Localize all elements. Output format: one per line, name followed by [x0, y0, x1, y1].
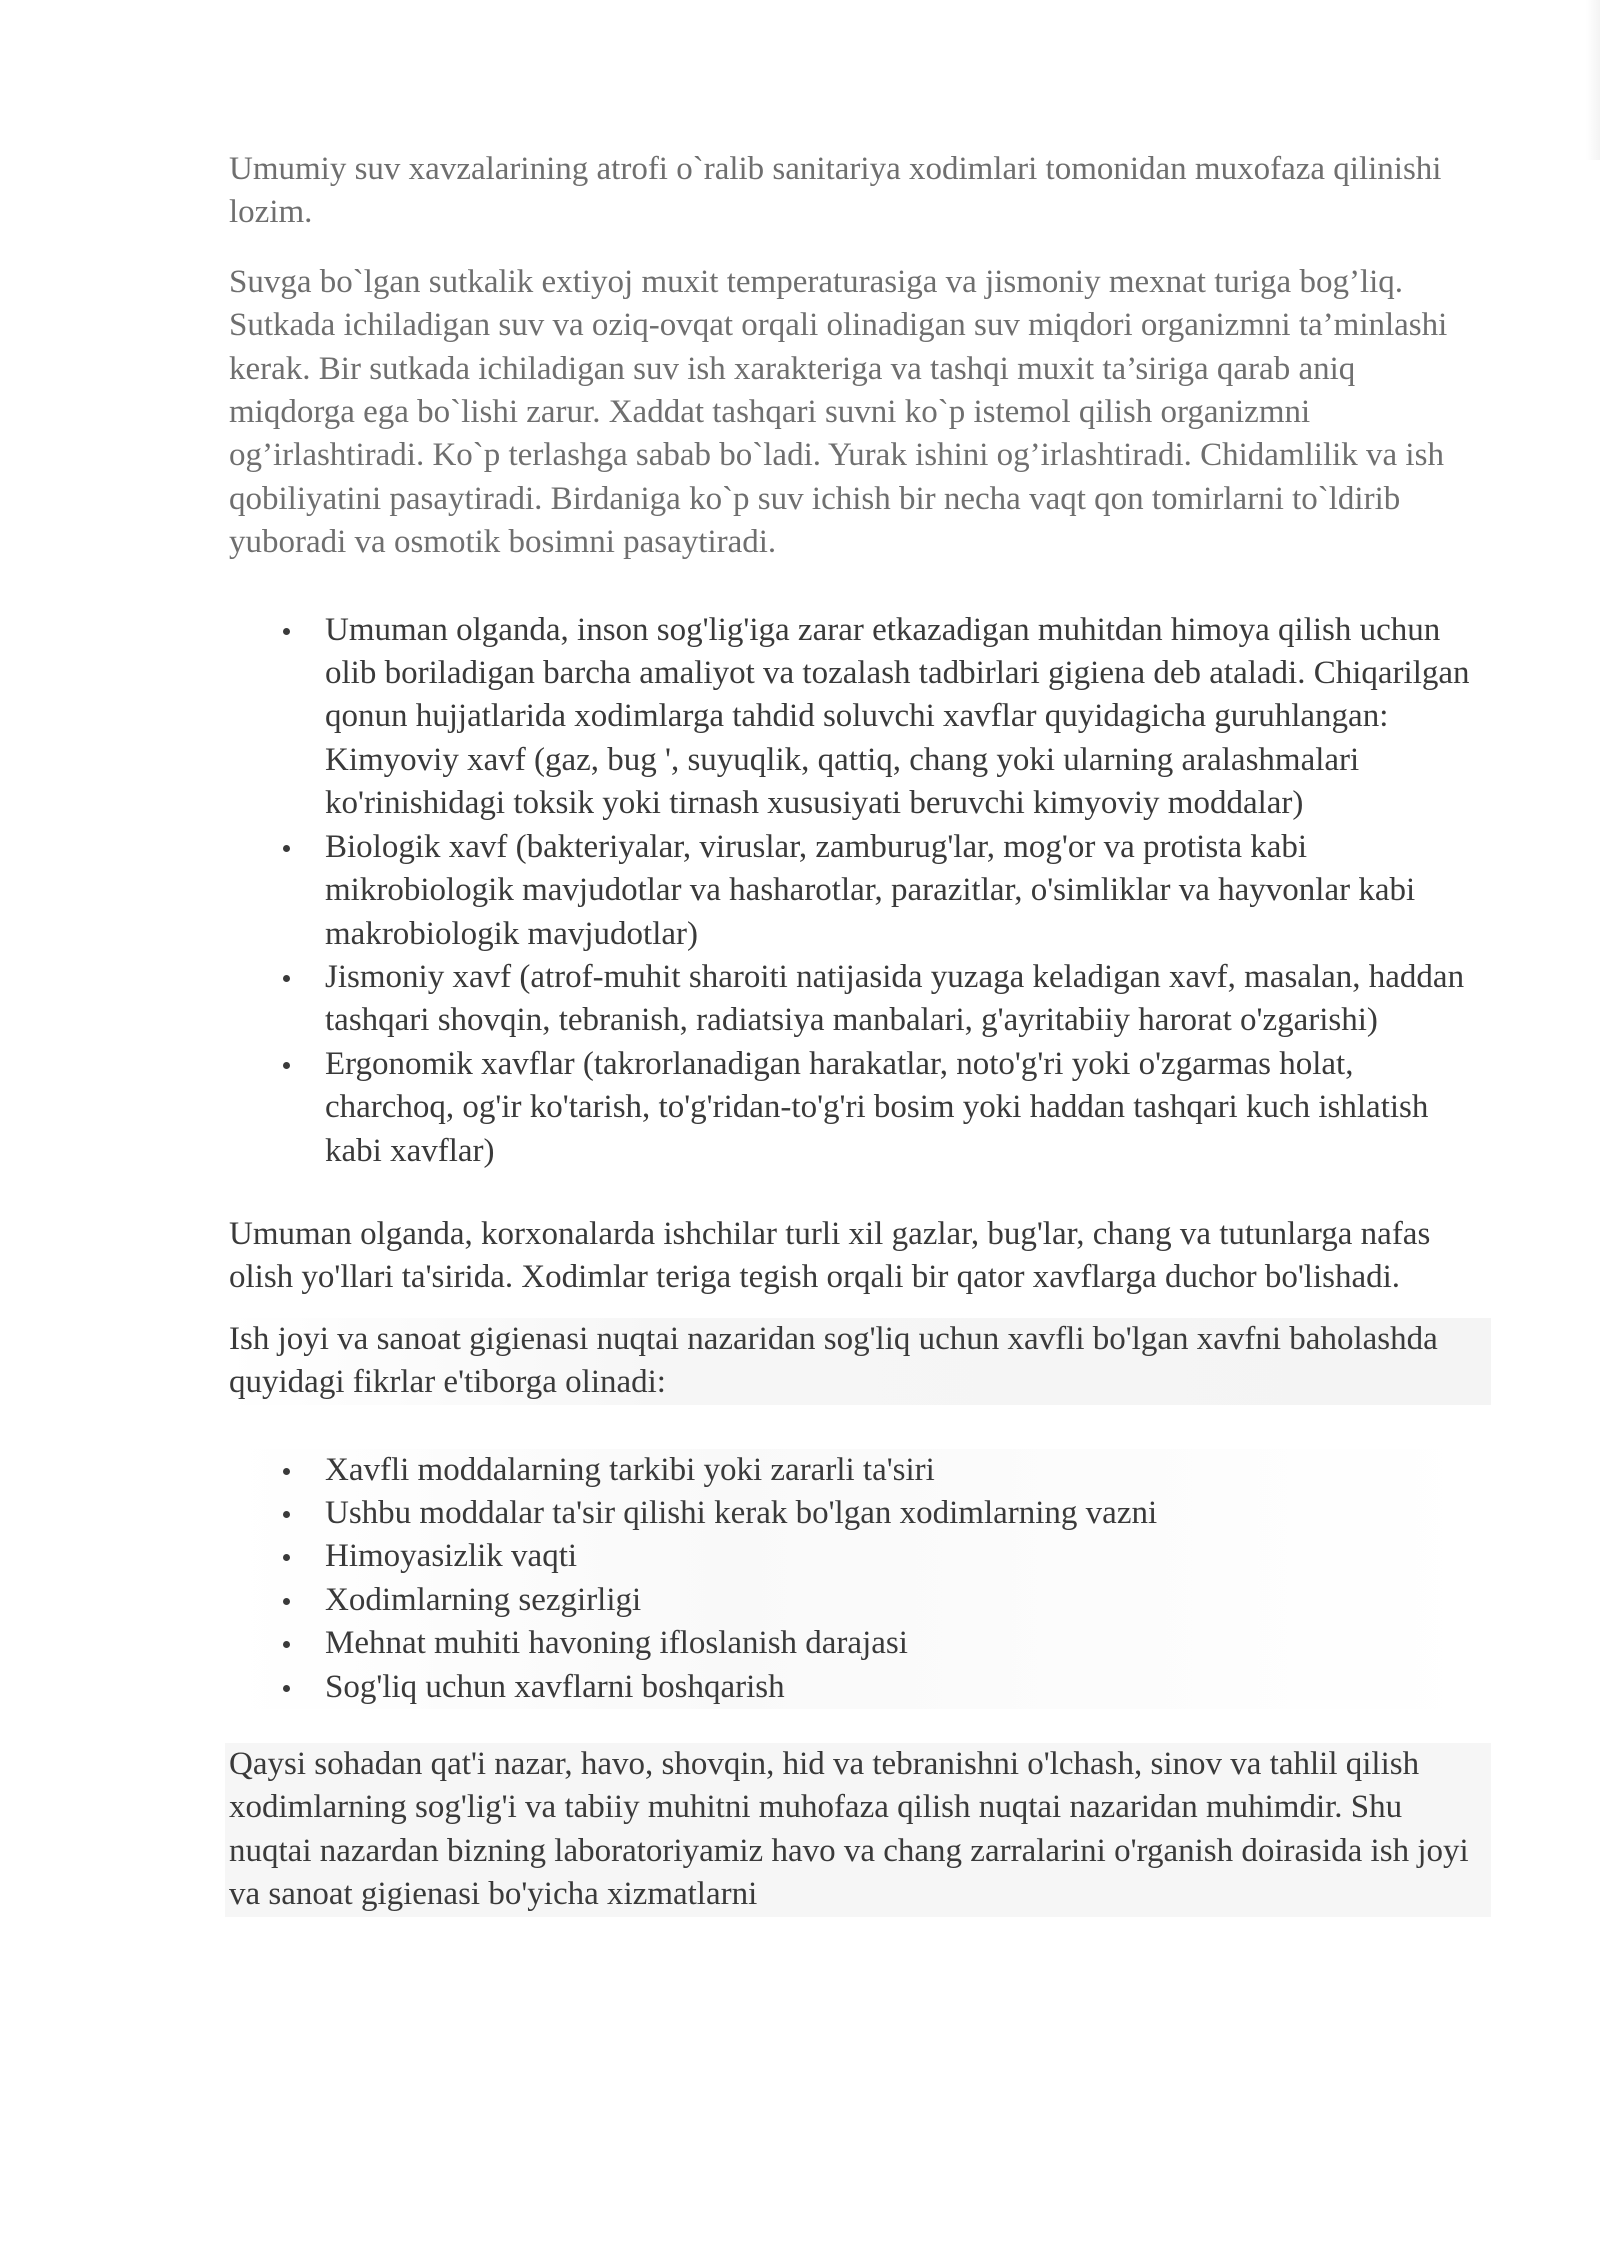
list-item-criterion: Xavfli moddalarning tarkibi yoki zararli ta'siri — [325, 1449, 1475, 1492]
list-item-chemical-hazard: Umuman olganda, inson sog'lig'iga zarar etkazadigan muhitdan himoya qilish uchun olib boriladigan barcha amaliyot va tozalash tadbirlari gigiena deb ataladi. Chiqarilgan qonun hujjatlarida xodimlarga tahdid soluvchi xavflar quyidagicha guruhlangan: Kimyoviy xavf (gaz, bug ', suyuqlik, qattiq, chang yoki ularning aralashmalari ko'rinishidagi toksik yoki tirnash xususiyati beruvchi kimyoviy moddalar) — [325, 609, 1479, 826]
list-item-criterion: Ushbu moddalar ta'sir qilishi kerak bo'lgan xodimlarning vazni — [325, 1492, 1475, 1535]
paragraph-laboratory-services: Qaysi sohadan qat'i nazar, havo, shovqin, hid va tebranishni o'lchash, sinov va tahlil qilish xodimlarning sog'lig'i va tabiiy muhitni muhofaza qilish nuqtai nazaridan muhimdir. Shu nuqtai nazardan bizning laboratoriyamiz havo va chang zarralarini o'rganish doirasida ish joyi va sanoat gigienasi bo'yicha xizmatlarni — [225, 1743, 1491, 1917]
paragraph-risk-assessment: Ish joyi va sanoat gigienasi nuqtai nazaridan sog'liq uchun xavfli bo'lgan xavfni baholashda quyidagi fikrlar e'tiborga olinadi: — [225, 1318, 1491, 1405]
list-item-criterion: Himoyasizlik vaqti — [325, 1535, 1475, 1578]
page-edge-shadow — [1586, 0, 1600, 160]
list-item-ergonomic-hazard: Ergonomik xavflar (takrorlanadigan harakatlar, noto'g'ri yoki o'zgarmas holat, charchoq, og'ir ko'tarish, to'g'ridan-to'g'ri bosim yoki haddan tashqari kuch ishlatish kabi xavflar) — [325, 1043, 1479, 1173]
list-item-criterion: Xodimlarning sezgirligi — [325, 1579, 1475, 1622]
hazard-types-list — [229, 609, 1479, 1173]
list-item-criterion: Mehnat muhiti havoning ifloslanish darajasi — [325, 1622, 1475, 1665]
list-item-biological-hazard: Biologik xavf (bakteriyalar, viruslar, zamburug'lar, mog'or va protista kabi mikrobiologik mavjudotlar va hasharotlar, parazitlar, o'simliklar va hayvonlar kabi makrobiologik mavjudotlar) — [325, 826, 1479, 956]
paragraph-workers-exposure: Umuman olganda, korxonalarda ishchilar turli xil gazlar, bug'lar, chang va tutunlarga nafas olish yo'llari ta'sirida. Xodimlar teriga tegish orqali bir qator xavflarga duchor bo'lishadi. — [229, 1215, 1431, 1296]
list-item-physical-hazard: Jismoniy xavf (atrof-muhit sharoiti natijasida yuzaga keladigan xavf, masalan, haddan tashqari shovqin, tebranish, radiatsiya manbalari, g'ayritabiiy harorat o'zgarishi) — [325, 956, 1479, 1043]
document-body — [229, 148, 1479, 1917]
paragraph-water-protection: Umumiy suv xavzalarining atrofi o`ralib sanitariya xodimlari tomonidan muxofaza qilinishi lozim. — [229, 151, 1442, 231]
list-item-criterion: Sog'liq uchun xavflarni boshqarish — [325, 1666, 1475, 1709]
assessment-criteria-list — [229, 1449, 1475, 1709]
paragraph-daily-water-need: Suvga bo`lgan sutkalik extiyoj muxit temperaturasiga va jismoniy mexnat turiga bog’liq. Sutkada ichiladigan suv va oziq-ovqat orqali olinadigan suv miqdori organizmni ta’minlashi kerak. Bir sutkada ichiladigan suv ish xarakteriga va tashqi muxit ta’siriga qarab aniq miqdorga ega bo`lishi zarur. Xaddat tashqari suvni ko`p istemol qilish organizmni og’irlashtiradi. Ko`p terlashga sabab bo`ladi. Yurak ishini og’irlashtiradi. Chidamlilik va ish qobiliyatini pasaytiradi. Birdaniga ko`p suv ichish bir necha vaqt qon tomirlarni to`ldirib yuboradi va osmotik bosimni pasaytiradi. — [229, 263, 1448, 561]
